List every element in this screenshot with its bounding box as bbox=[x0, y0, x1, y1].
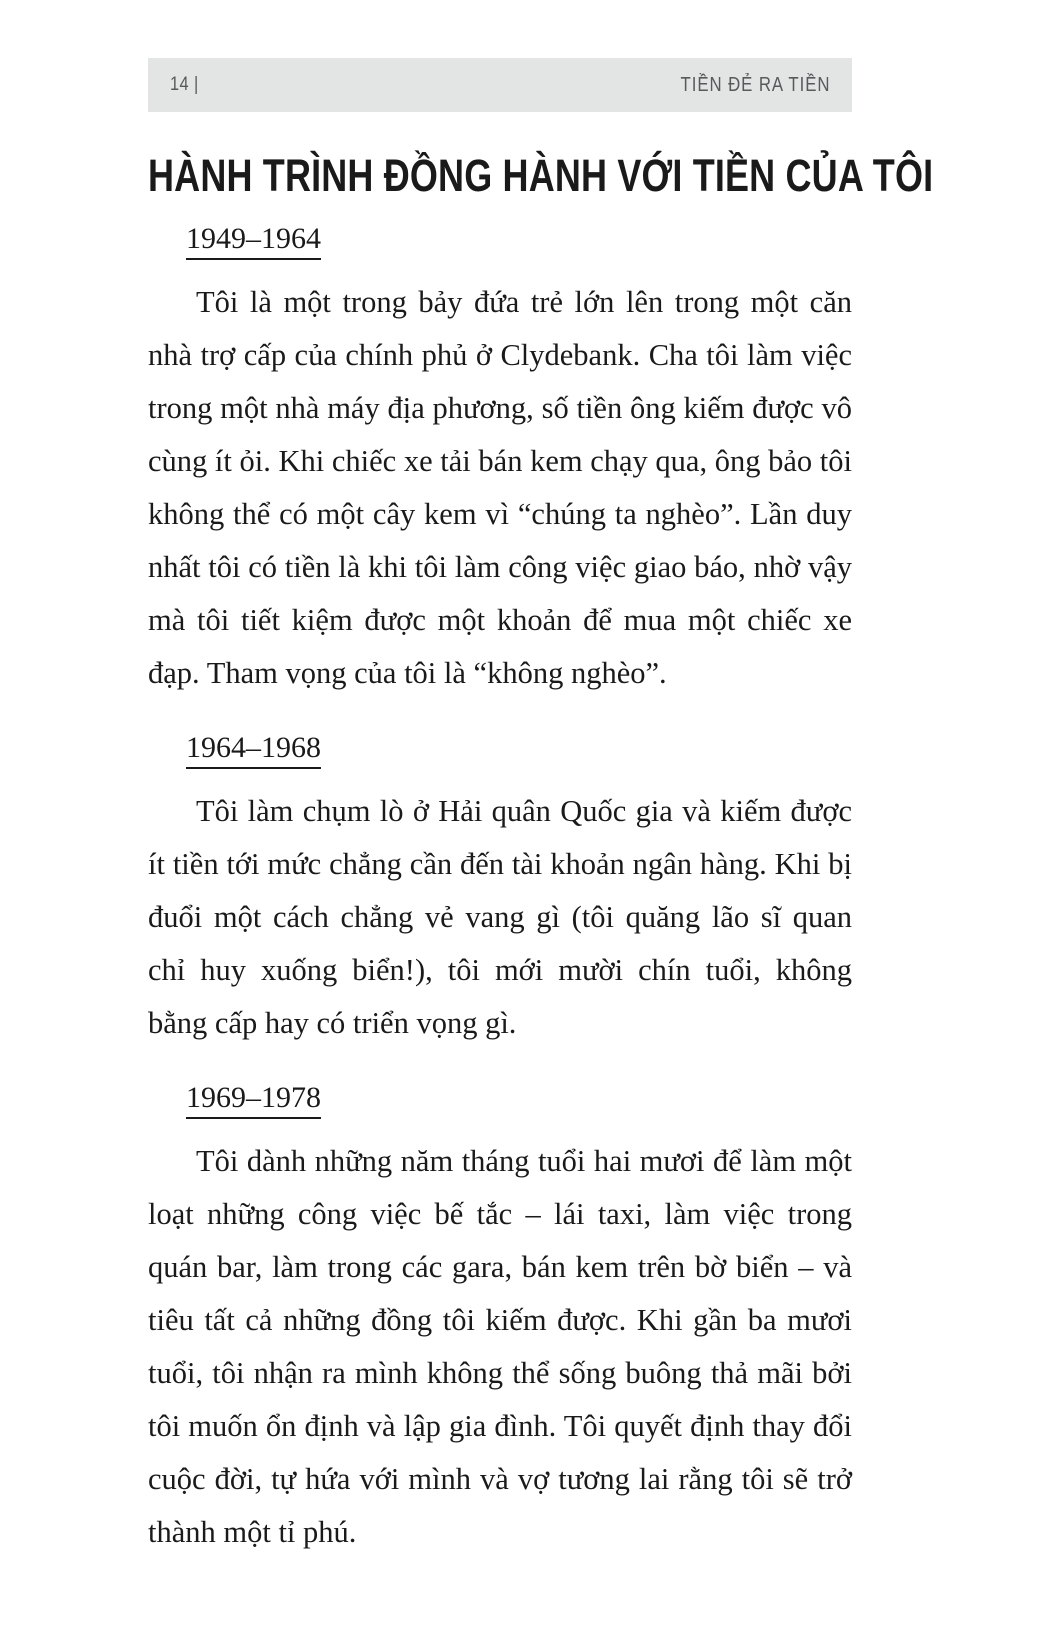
date-heading-wrap bbox=[148, 730, 852, 785]
section-date-heading: 1964–1968 bbox=[186, 730, 321, 769]
date-heading-wrap bbox=[148, 1080, 852, 1135]
page-content bbox=[148, 150, 934, 1559]
section-paragraph: Tôi là một trong bảy đứa trẻ lớn lên trong một căn nhà trợ cấp của chính phủ ở Clydebank. Cha tôi làm việc trong một nhà máy địa phương, số tiền ông kiếm được vô cùng ít ỏi. Khi chiếc xe tải bán kem chạy qua, ông bảo tôi không thể có một cây kem vì “chúng ta nghèo”. Lần duy nhất tôi có tiền là khi tôi làm công việc giao báo, nhờ vậy mà tôi tiết kiệm được một khoản để mua một chiếc xe đạp. Tham vọng của tôi là “không nghèo”. bbox=[148, 285, 852, 691]
chapter-title: HÀNH TRÌNH ĐỒNG HÀNH VỚI TIỀN CỦA TÔI bbox=[148, 150, 934, 201]
date-heading-wrap bbox=[148, 221, 852, 276]
section-paragraph: Tôi dành những năm tháng tuổi hai mươi để làm một loạt những công việc bế tắc – lái taxi, làm việc trong quán bar, làm trong các gara, bán kem trên bờ biển – và tiêu tất cả những đồng tôi kiếm được. Khi gần ba mươi tuổi, tôi nhận ra mình không thể sống buông thả mãi bởi tôi muốn ổn định và lập gia đình. Tôi quyết định thay đổi cuộc đời, tự hứa với mình và vợ tương lai rằng tôi sẽ trở thành một tỉ phú. bbox=[148, 1144, 852, 1550]
running-head-title: TIỀN ĐẺ RA TIỀN bbox=[680, 73, 830, 96]
page-number: 14 | bbox=[170, 74, 199, 95]
section-1969-1978 bbox=[148, 1080, 852, 1559]
section-date-heading: 1969–1978 bbox=[186, 1080, 321, 1119]
section-paragraph: Tôi làm chụm lò ở Hải quân Quốc gia và kiếm được ít tiền tới mức chẳng cần đến tài khoản ngân hàng. Khi bị đuổi một cách chẳng vẻ vang gì (tôi quăng lão sĩ quan chỉ huy xuống biển!), tôi mới mười chín tuổi, không bằng cấp hay có triển vọng gì. bbox=[148, 794, 852, 1041]
section-date-heading: 1949–1964 bbox=[186, 221, 321, 260]
running-header bbox=[148, 58, 852, 112]
section-1949-1964 bbox=[148, 221, 852, 700]
section-1964-1968 bbox=[148, 730, 852, 1050]
